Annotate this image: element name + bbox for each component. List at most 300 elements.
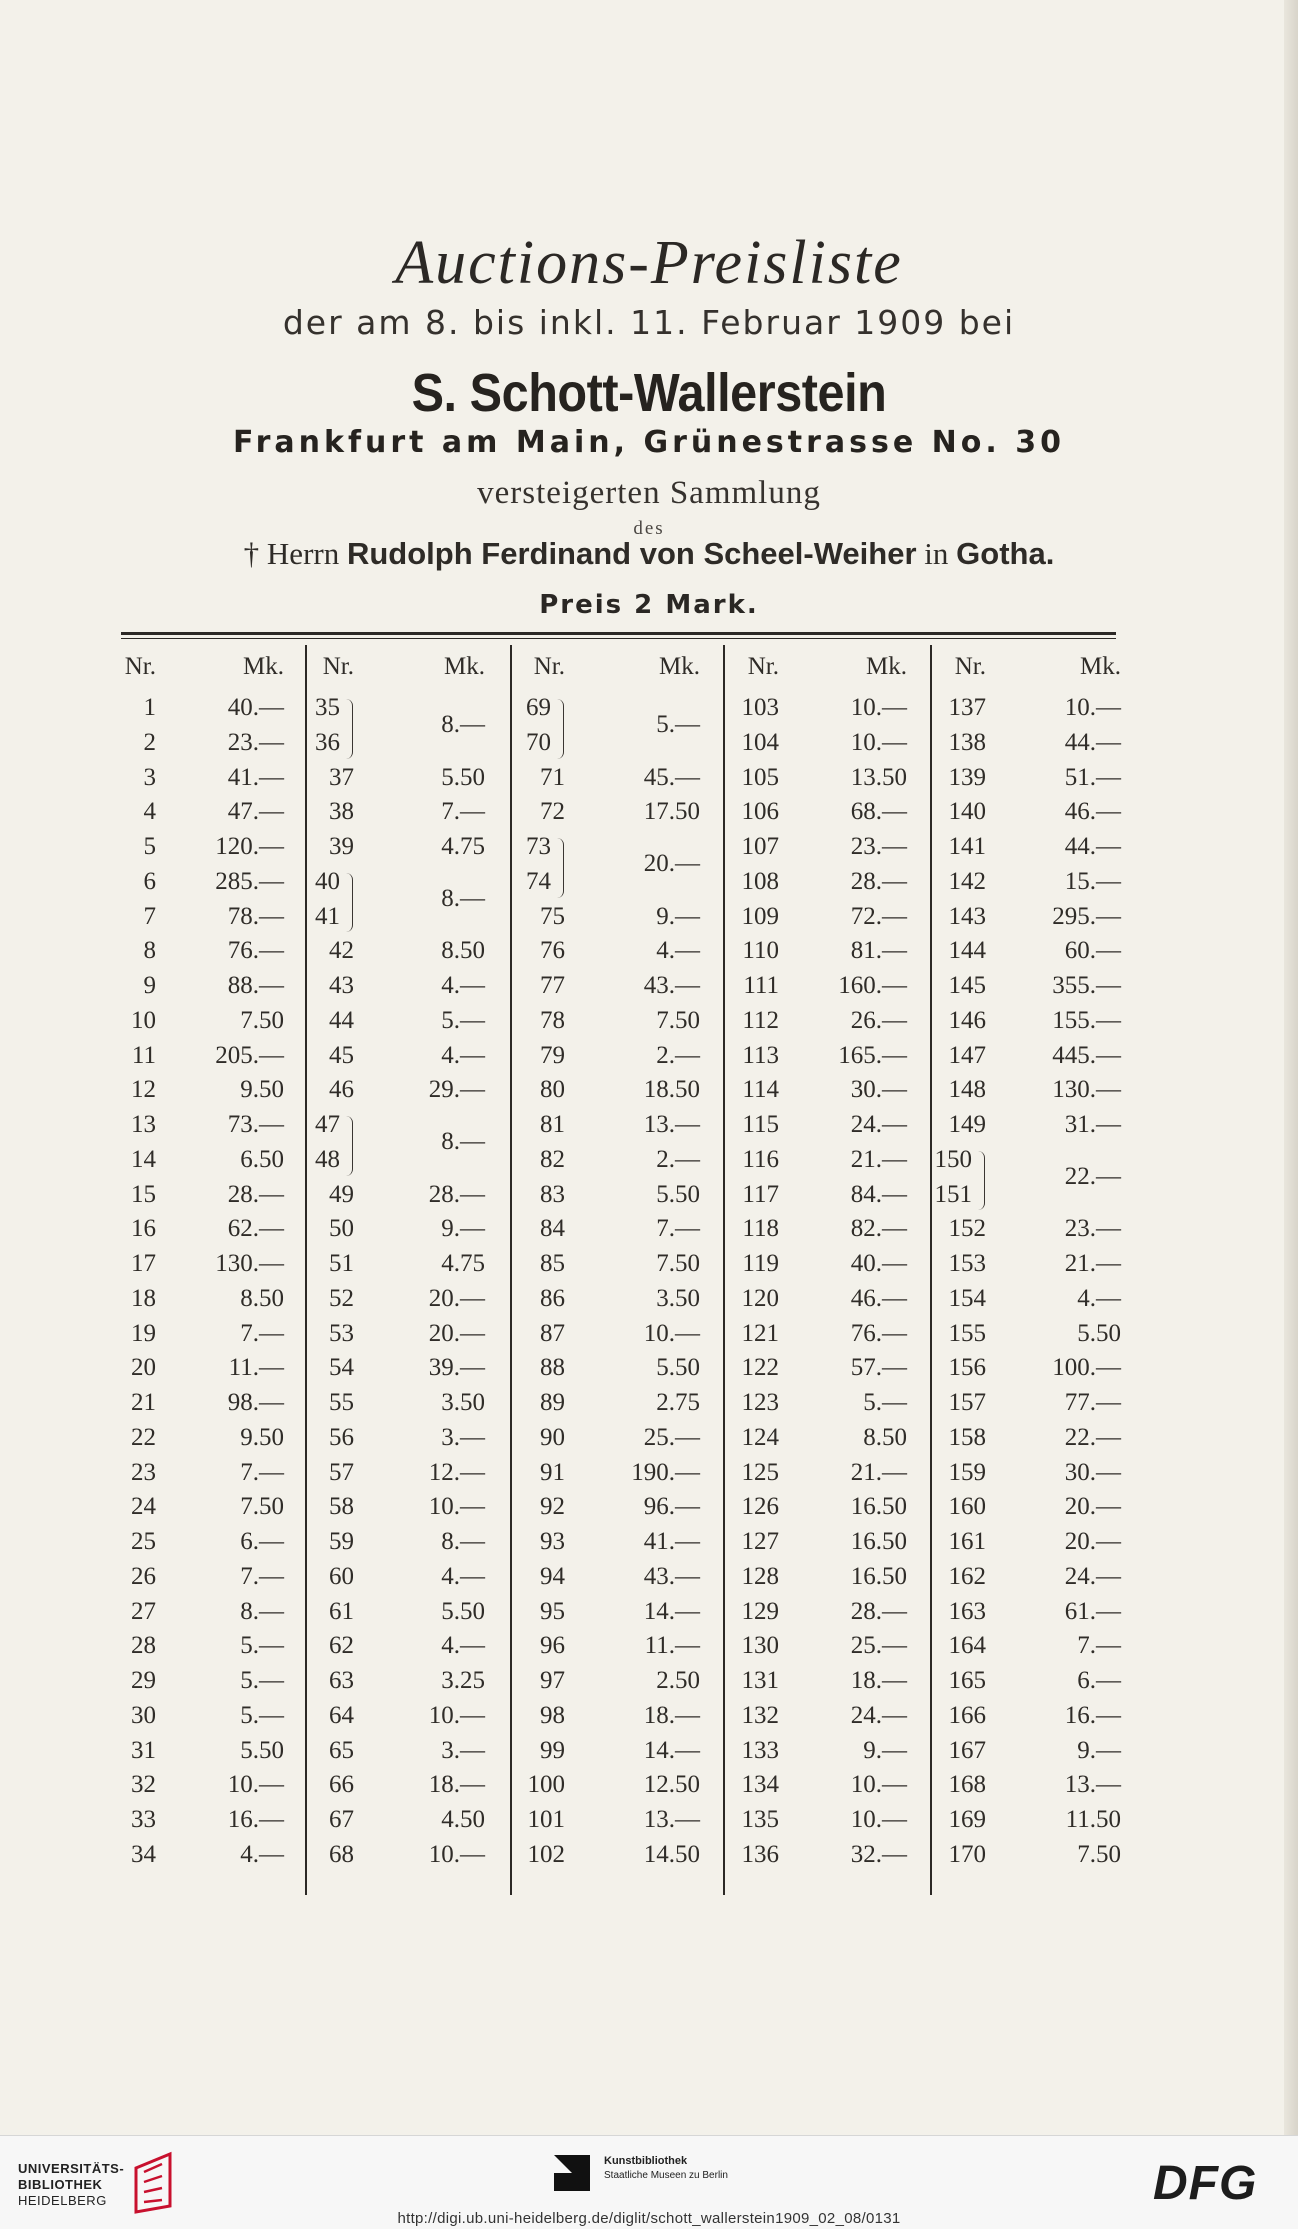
lot-price: 4.50	[441, 1806, 485, 1833]
lot-number: 147	[948, 1041, 986, 1069]
auction-house-address: Frankfurt am Main, Grünestrasse No. 30	[233, 425, 1065, 460]
lot-number: 27	[131, 1597, 156, 1625]
lot-price: 7.—	[240, 1562, 284, 1590]
lot-price: 28.—	[227, 1180, 284, 1208]
lot-price: 40.—	[227, 694, 284, 721]
lot-price: 4.—	[441, 1041, 485, 1069]
lot-price: 51.—	[1064, 763, 1121, 791]
lot-price: 29.—	[428, 1076, 485, 1104]
lot-price: 25.—	[643, 1423, 700, 1451]
lot-number: 103	[741, 694, 779, 721]
lot-number: 48	[315, 1145, 340, 1173]
column-header-mk: Mk.	[444, 653, 485, 680]
lot-number: 25	[131, 1528, 156, 1555]
lot-price: 10.—	[227, 1771, 284, 1799]
lot-price: 22.—	[1064, 1423, 1121, 1451]
lot-number: 51	[329, 1250, 354, 1277]
lot-price: 20.—	[428, 1284, 485, 1312]
lot-number: 105	[741, 763, 779, 791]
lot-price: 4.—	[240, 1840, 284, 1868]
lot-number: 92	[540, 1493, 565, 1521]
lot-number: 140	[948, 798, 986, 826]
lot-price: 13.—	[643, 1806, 700, 1833]
lot-number: 68	[329, 1840, 354, 1868]
lot-number: 67	[329, 1806, 354, 1833]
lot-price: 3.—	[441, 1736, 485, 1764]
lot-price: 23.—	[227, 728, 284, 756]
lot-number: 40	[315, 867, 340, 895]
lot-number: 42	[329, 937, 354, 965]
lot-number: 22	[131, 1423, 156, 1451]
lot-number: 102	[527, 1840, 565, 1868]
footer-bar	[0, 2135, 1298, 2229]
lot-number: 11	[131, 1041, 156, 1069]
lot-number: 98	[540, 1701, 565, 1729]
lot-price: 165.—	[838, 1041, 907, 1069]
lot-number: 148	[948, 1076, 986, 1104]
lot-price: 25.—	[850, 1632, 907, 1660]
lot-number: 32	[131, 1771, 156, 1799]
lot-number: 57	[329, 1458, 354, 1486]
lot-number: 129	[741, 1597, 779, 1625]
lot-price: 7.—	[656, 1215, 700, 1243]
lot-number: 46	[329, 1076, 354, 1104]
lot-number: 123	[741, 1389, 779, 1416]
lot-price: 16.50	[850, 1493, 907, 1521]
lot-number: 161	[948, 1528, 986, 1555]
lot-price: 76.—	[850, 1319, 907, 1347]
lot-number: 19	[131, 1319, 156, 1347]
lot-price: 2.75	[656, 1389, 700, 1416]
lot-price: 12.50	[643, 1771, 700, 1799]
lot-number: 23	[131, 1458, 156, 1486]
lot-price: 9.50	[240, 1423, 284, 1451]
lot-price: 7.—	[441, 798, 485, 826]
lot-price: 18.—	[428, 1771, 485, 1799]
lot-price: 28.—	[850, 1597, 907, 1625]
lot-number: 104	[741, 728, 779, 756]
lot-number: 9	[143, 972, 156, 999]
column-header-nr: Nr.	[533, 653, 565, 680]
lot-number: 135	[741, 1806, 779, 1833]
lot-number: 154	[948, 1284, 986, 1312]
lot-number: 77	[540, 972, 565, 999]
lot-number: 119	[742, 1250, 779, 1277]
lot-number: 97	[540, 1667, 565, 1694]
lot-number: 13	[131, 1111, 156, 1138]
lot-price: 9.—	[1077, 1736, 1121, 1764]
lot-price: 2.50	[656, 1667, 700, 1694]
lot-number: 124	[741, 1423, 779, 1451]
lot-price: 4.—	[441, 1632, 485, 1660]
lot-number: 53	[329, 1319, 354, 1347]
lot-number: 122	[741, 1354, 779, 1382]
lot-price: 17.50	[643, 798, 700, 826]
uni-heidelberg-logo-icon	[130, 2150, 180, 2214]
lot-price: 295.—	[1052, 902, 1121, 930]
lot-number: 149	[948, 1111, 986, 1138]
lot-number: 34	[131, 1840, 156, 1868]
lot-price: 16.—	[1064, 1701, 1121, 1729]
lot-price: 5.—	[240, 1701, 284, 1729]
lot-price: 7.50	[1077, 1840, 1121, 1868]
lot-price: 6.50	[240, 1145, 284, 1173]
lot-number: 107	[741, 833, 779, 860]
lot-number: 133	[741, 1736, 779, 1764]
lot-number: 76	[540, 937, 565, 965]
lot-price: 285.—	[215, 867, 284, 895]
lot-price: 20.—	[1064, 1493, 1121, 1521]
lot-number: 109	[741, 902, 779, 930]
lot-number: 61	[329, 1597, 354, 1625]
lot-number: 74	[526, 867, 551, 895]
lot-price: 205.—	[215, 1041, 284, 1069]
lot-price: 445.—	[1052, 1041, 1121, 1069]
lot-number: 159	[948, 1458, 986, 1486]
lot-number: 117	[742, 1180, 779, 1208]
lot-price: 190.—	[631, 1458, 700, 1486]
lot-number: 96	[540, 1632, 565, 1660]
lot-price: 57.—	[850, 1354, 907, 1382]
lot-number: 16	[131, 1215, 156, 1243]
lot-number: 4	[143, 798, 156, 826]
lot-price: 4.—	[441, 972, 485, 999]
lot-number: 1	[143, 694, 156, 721]
grouping-brace	[978, 1151, 985, 1211]
lot-number: 56	[329, 1423, 354, 1451]
lot-number: 143	[948, 902, 986, 930]
lot-price: 10.—	[850, 1771, 907, 1799]
lot-number: 80	[540, 1076, 565, 1104]
lot-price: 2.—	[656, 1041, 700, 1069]
lot-number: 130	[741, 1632, 779, 1660]
lot-number: 90	[540, 1423, 565, 1451]
lot-number: 62	[329, 1632, 354, 1660]
des-line: des	[633, 518, 665, 539]
lot-price: 3.—	[441, 1423, 485, 1451]
lot-price: 9.—	[863, 1736, 907, 1764]
lot-price: 13.50	[850, 763, 907, 791]
lot-price: 82.—	[850, 1215, 907, 1243]
lot-price: 10.—	[643, 1319, 700, 1347]
lot-number: 155	[948, 1319, 986, 1347]
lot-price: 47.—	[227, 798, 284, 826]
lot-number: 45	[329, 1041, 354, 1069]
lot-number: 36	[315, 728, 340, 756]
lot-price: 24.—	[850, 1111, 907, 1138]
lot-price: 16.50	[850, 1528, 907, 1555]
lot-price: 5.—	[240, 1632, 284, 1660]
lot-number: 114	[742, 1076, 779, 1104]
lot-price: 7.50	[240, 1006, 284, 1034]
lot-price: 10.—	[850, 694, 907, 721]
lot-number: 31	[131, 1736, 156, 1764]
lot-number: 100	[527, 1771, 565, 1799]
lot-price: 7.—	[1077, 1632, 1121, 1660]
lot-number: 144	[948, 937, 986, 965]
lot-price: 10.—	[850, 1806, 907, 1833]
uni-line-1: UNIVERSITÄTS-	[18, 2161, 125, 2176]
lot-number: 29	[131, 1667, 156, 1694]
lot-price: 21.—	[850, 1458, 907, 1486]
grouping-brace	[346, 1116, 353, 1176]
column-header-mk: Mk.	[866, 653, 907, 680]
lot-number: 138	[948, 728, 986, 756]
lot-number: 63	[329, 1667, 354, 1694]
lot-number: 91	[540, 1458, 565, 1486]
lot-number: 131	[741, 1667, 779, 1694]
lot-price: 61.—	[1064, 1597, 1121, 1625]
lot-number: 152	[948, 1215, 986, 1243]
lot-price: 10.—	[428, 1840, 485, 1868]
lot-price: 8.50	[240, 1284, 284, 1312]
lot-price: 10.—	[428, 1493, 485, 1521]
lot-price: 84.—	[850, 1180, 907, 1208]
lot-number: 59	[329, 1528, 354, 1555]
lot-price: 40.—	[850, 1250, 907, 1277]
lot-number: 88	[540, 1354, 565, 1382]
column-header-mk: Mk.	[243, 653, 284, 680]
lot-number: 112	[742, 1006, 779, 1034]
lot-price: 120.—	[215, 833, 284, 860]
lot-number: 39	[329, 833, 354, 860]
lot-number: 120	[741, 1284, 779, 1312]
lot-number: 79	[540, 1041, 565, 1069]
lot-number: 18	[131, 1284, 156, 1312]
lot-number: 17	[131, 1250, 156, 1277]
lot-price: 81.—	[850, 937, 907, 965]
lot-number: 30	[131, 1701, 156, 1729]
lot-number: 35	[315, 694, 340, 721]
lot-number: 164	[948, 1632, 986, 1660]
lot-price: 21.—	[850, 1145, 907, 1173]
document-title: Auctions-Preisliste	[395, 229, 903, 297]
lot-number: 64	[329, 1701, 354, 1729]
lot-price: 5.50	[240, 1736, 284, 1764]
lot-number: 78	[540, 1006, 565, 1034]
lot-price: 4.—	[656, 937, 700, 965]
lot-price: 46.—	[1064, 798, 1121, 826]
grouping-brace	[557, 699, 564, 759]
lot-number: 134	[741, 1771, 779, 1799]
lot-price: 3.25	[441, 1667, 485, 1694]
lot-price: 2.—	[656, 1145, 700, 1173]
lot-price: 41.—	[643, 1528, 700, 1555]
lot-number: 158	[948, 1423, 986, 1451]
uni-heidelberg-logo-text	[18, 2161, 124, 2209]
lot-price: 9.50	[240, 1076, 284, 1104]
lot-number: 69	[526, 694, 551, 721]
lot-price: 41.—	[227, 763, 284, 791]
lot-number: 150	[934, 1145, 972, 1173]
lot-price: 78.—	[227, 902, 284, 930]
lot-price: 18.—	[850, 1667, 907, 1694]
lot-price: 5.50	[656, 1180, 700, 1208]
lot-price: 72.—	[850, 902, 907, 930]
lot-price: 20.—	[1064, 1528, 1121, 1555]
lot-price: 100.—	[1052, 1354, 1121, 1382]
grouping-brace	[346, 699, 353, 759]
lot-number: 71	[540, 763, 565, 791]
lot-number: 12	[131, 1076, 156, 1104]
uni-line-3: HEIDELBERG	[18, 2193, 107, 2208]
lot-number: 121	[741, 1319, 779, 1347]
lot-number: 85	[540, 1250, 565, 1277]
lot-price: 18.—	[643, 1701, 700, 1729]
grouping-brace	[557, 838, 564, 898]
lot-price: 4.75	[441, 1250, 485, 1277]
lot-number: 170	[948, 1840, 986, 1868]
lot-price: 16.—	[227, 1806, 284, 1833]
lot-price: 355.—	[1052, 972, 1121, 999]
lot-number: 89	[540, 1389, 565, 1416]
lot-number: 47	[315, 1111, 340, 1138]
collection-line: versteigerten Sammlung	[477, 475, 821, 511]
lot-price: 60.—	[1064, 937, 1121, 965]
lot-number: 168	[948, 1771, 986, 1799]
lot-price: 10.—	[428, 1701, 485, 1729]
uni-line-2: BIBLIOTHEK	[18, 2177, 103, 2192]
lot-number: 49	[329, 1180, 354, 1208]
lot-price: 98.—	[227, 1389, 284, 1416]
lot-price: 26.—	[850, 1006, 907, 1034]
header-rule	[121, 632, 1116, 635]
kb-subtitle: Staatliche Museen zu Berlin	[604, 2170, 728, 2181]
lot-price: 8.—	[441, 711, 485, 739]
lot-number: 82	[540, 1145, 565, 1173]
lot-price: 11.—	[228, 1354, 284, 1382]
lot-number: 116	[742, 1145, 779, 1173]
lot-price: 5.—	[441, 1006, 485, 1034]
lot-number: 136	[741, 1840, 779, 1868]
lot-price: 18.50	[643, 1076, 700, 1104]
lot-price: 45.—	[643, 763, 700, 791]
lot-price: 31.—	[1064, 1111, 1121, 1138]
lot-price: 14.—	[643, 1597, 700, 1625]
lot-price: 130.—	[1052, 1076, 1121, 1104]
lot-price: 43.—	[643, 1562, 700, 1590]
lot-number: 95	[540, 1597, 565, 1625]
lot-number: 5	[143, 833, 156, 860]
lot-price: 3.50	[656, 1284, 700, 1312]
lot-number: 3	[143, 763, 156, 791]
grouping-brace	[346, 873, 353, 933]
lot-number: 2	[143, 728, 156, 756]
lot-price: 9.—	[656, 902, 700, 930]
lot-number: 118	[742, 1215, 779, 1243]
lot-number: 83	[540, 1180, 565, 1208]
lot-number: 106	[741, 798, 779, 826]
lot-price: 4.—	[441, 1562, 485, 1590]
lot-number: 169	[948, 1806, 986, 1833]
catalog-price: Preis 2 Mark.	[539, 590, 759, 620]
lot-number: 72	[540, 798, 565, 826]
lot-price: 16.50	[850, 1562, 907, 1590]
auction-house-name: S. Schott-Wallerstein	[411, 363, 887, 423]
lot-number: 93	[540, 1528, 565, 1555]
lot-number: 151	[934, 1180, 972, 1208]
lot-price: 5.50	[1077, 1319, 1121, 1347]
lot-number: 50	[329, 1215, 354, 1243]
lot-number: 128	[741, 1562, 779, 1590]
lot-number: 145	[948, 972, 986, 999]
lot-number: 101	[527, 1806, 565, 1833]
lot-price: 30.—	[1064, 1458, 1121, 1486]
column-header-mk: Mk.	[659, 653, 700, 680]
collector-line	[0, 536, 1298, 572]
lot-price: 5.—	[240, 1667, 284, 1694]
collector-prefix: † Herrn	[243, 536, 347, 571]
lot-price: 9.—	[441, 1215, 485, 1243]
lot-number: 139	[948, 763, 986, 791]
lot-price: 32.—	[850, 1840, 907, 1868]
lot-price: 4.75	[441, 833, 485, 860]
header-rule-thin	[121, 638, 1116, 639]
lot-price: 3.50	[441, 1389, 485, 1416]
lot-price: 5.50	[441, 1597, 485, 1625]
auction-date-line: der am 8. bis inkl. 11. Februar 1909 bei	[282, 303, 1016, 342]
lot-number: 108	[741, 867, 779, 895]
lot-price: 8.—	[240, 1597, 284, 1625]
lot-number: 162	[948, 1562, 986, 1590]
lot-price: 8.50	[441, 937, 485, 965]
lot-number: 15	[131, 1180, 156, 1208]
kunstbibliothek-text	[604, 2154, 728, 2183]
lot-number: 141	[948, 833, 986, 860]
lot-price: 13.—	[643, 1111, 700, 1138]
lot-price: 7.50	[656, 1006, 700, 1034]
lot-price: 44.—	[1064, 833, 1121, 860]
lot-price: 96.—	[643, 1493, 700, 1521]
lot-number: 94	[540, 1562, 565, 1590]
column-header-nr: Nr.	[124, 653, 156, 680]
lot-number: 44	[329, 1006, 354, 1034]
lot-price: 14.—	[643, 1736, 700, 1764]
lot-number: 75	[540, 902, 565, 930]
kb-title: Kunstbibliothek	[604, 2155, 688, 2167]
lot-price: 130.—	[215, 1250, 284, 1277]
lot-price: 11.—	[644, 1632, 700, 1660]
lot-price: 62.—	[227, 1215, 284, 1243]
lot-number: 8	[143, 937, 156, 965]
lot-price: 8.—	[441, 885, 485, 913]
lot-price: 11.50	[1065, 1806, 1121, 1833]
collector-mid: in	[916, 536, 957, 571]
lot-number: 110	[742, 937, 779, 965]
lot-number: 60	[329, 1562, 354, 1590]
lot-price: 88.—	[227, 972, 284, 999]
column-header-nr: Nr.	[747, 653, 779, 680]
lot-number: 66	[329, 1771, 354, 1799]
source-url[interactable]: http://digi.ub.uni-heidelberg.de/diglit/schott_wallerstein1909_02_08/0131	[397, 2210, 901, 2227]
lot-number: 73	[526, 833, 551, 860]
kunstbibliothek-logo-icon	[552, 2153, 592, 2193]
lot-price: 8.—	[441, 1528, 485, 1555]
lot-price: 15.—	[1064, 867, 1121, 895]
lot-number: 163	[948, 1597, 986, 1625]
lot-number: 132	[741, 1701, 779, 1729]
lot-price: 4.—	[1077, 1284, 1121, 1312]
lot-number: 54	[329, 1354, 354, 1382]
lot-price: 12.—	[428, 1458, 485, 1486]
lot-price: 28.—	[850, 867, 907, 895]
lot-price: 10.—	[1064, 694, 1121, 721]
lot-number: 125	[741, 1458, 779, 1486]
lot-number: 157	[948, 1389, 986, 1416]
lot-price: 5.—	[656, 711, 700, 739]
lot-number: 99	[540, 1736, 565, 1764]
lot-price: 76.—	[227, 937, 284, 965]
